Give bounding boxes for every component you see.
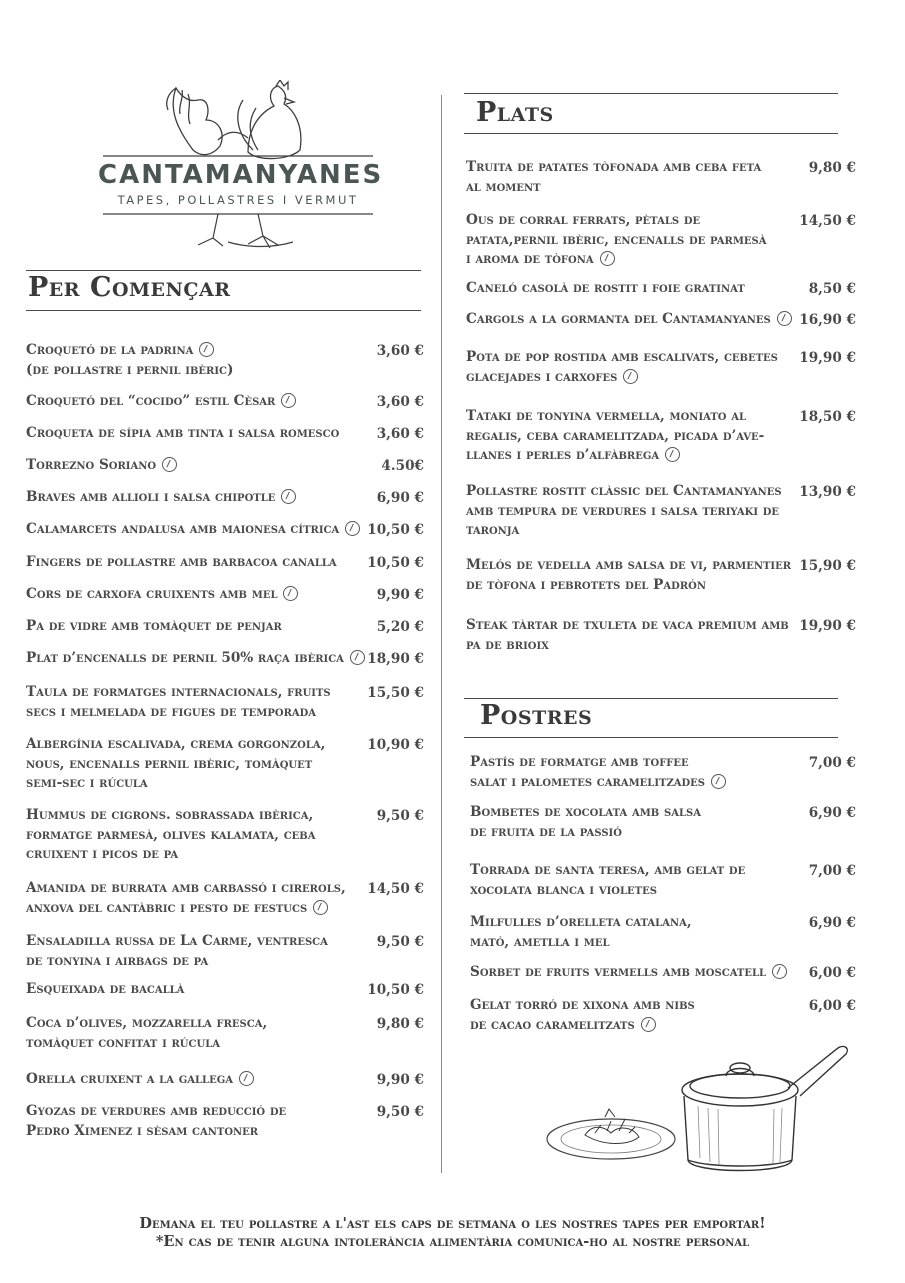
- menu-item: [26, 585, 371, 605]
- menu-item-name: [26, 826, 371, 846]
- menu-item-price: 10,50 €: [367, 982, 424, 998]
- gluten-free-icon: [283, 586, 298, 601]
- section-title-postres: Postres: [480, 700, 593, 731]
- menu-item-name: [470, 773, 790, 793]
- menu-item-name: [470, 933, 790, 953]
- menu-item-name: [470, 861, 790, 881]
- menu-item-text: amb tempura de verdures i salsa teriyaki de: [466, 502, 780, 519]
- menu-item: [26, 879, 371, 918]
- menu-item-name: [26, 845, 371, 865]
- gluten-free-icon: [600, 251, 615, 266]
- menu-item-text: Steak tàrtar de txuleta de vaca premium amb: [466, 617, 789, 633]
- menu-item-name: [26, 952, 371, 972]
- section-rule-bottom: [464, 133, 838, 134]
- menu-item-text: Ous de corral ferrats, pètals de: [466, 212, 701, 228]
- menu-item-text: Gyozas de verdures amb reducció de: [26, 1103, 287, 1119]
- menu-item-text: Torrezno Soriano: [26, 457, 157, 473]
- menu-item: [470, 753, 790, 792]
- menu-item-text: (de pollastre i pernil ibèric): [26, 361, 234, 378]
- menu-item-name: [26, 424, 371, 444]
- section-rule-top: [464, 93, 838, 94]
- menu-item-price: 6,90 €: [376, 490, 424, 506]
- gluten-free-icon: [345, 521, 360, 536]
- menu-item-text: Gelat torró de xixona amb nibs: [470, 997, 695, 1013]
- menu-item-name: [26, 520, 371, 540]
- menu-item-text: Truita de patates tòfonada amb ceba feta: [466, 159, 762, 175]
- menu-item-name: [26, 1070, 371, 1090]
- menu-item-text: cruixent i picos de pa: [26, 846, 179, 862]
- menu-item-price: 16,90 €: [799, 312, 856, 328]
- menu-item-price: 6,90 €: [808, 915, 856, 931]
- menu-item-name: [26, 392, 371, 412]
- menu-item-name: [26, 456, 371, 476]
- menu-item-name: [470, 881, 790, 901]
- menu-item: [466, 482, 796, 541]
- gluten-free-icon: [199, 342, 214, 357]
- menu-item-price: 15,90 €: [799, 558, 856, 574]
- menu-item: [26, 456, 371, 476]
- menu-item-price: 13,90 €: [799, 484, 856, 500]
- menu-item: [26, 932, 371, 971]
- gluten-free-icon: [623, 369, 638, 384]
- menu-item: [26, 520, 371, 540]
- menu-item-name: [26, 980, 371, 1000]
- menu-item-name: [26, 361, 371, 381]
- column-divider: [441, 95, 442, 1173]
- menu-item-text: Pota de pop rostida amb escalivats, cebetes: [466, 349, 778, 365]
- section-rule-top: [464, 698, 838, 699]
- menu-item: [26, 683, 371, 722]
- menu-item-name: [470, 1016, 790, 1036]
- menu-item-text: Croqueta de sípia amb tinta i salsa romesco: [26, 425, 340, 441]
- menu-item-name: [466, 576, 796, 596]
- menu-item-text: secs i melmelada de figues de temporada: [26, 703, 317, 720]
- menu-item-name: [470, 823, 790, 843]
- gluten-free-icon: [281, 489, 296, 504]
- menu-item-name: [26, 932, 371, 952]
- menu-item-text: Cargols a la gormanta del Cantamanyanes: [466, 311, 771, 327]
- menu-item-name: [26, 806, 371, 826]
- menu-item-name: [26, 1122, 371, 1142]
- menu-item-price: 5,20 €: [376, 619, 424, 635]
- menu-item-text: Bombetes de xocolata amb salsa: [470, 804, 701, 820]
- menu-item-text: glacejades i carxofes: [466, 368, 618, 385]
- gluten-free-icon: [777, 311, 792, 326]
- menu-item-text: Plat d’encenalls de pernil 50% raça ibèrica: [26, 650, 344, 666]
- menu-item-text: regalis, ceba caramelitzada, picada d’ave-: [466, 427, 765, 444]
- menu-item-text: Taula de formatges internacionals, fruits: [26, 684, 331, 700]
- menu-item: [26, 424, 371, 444]
- brand-name: CANTAMANYANES: [98, 160, 384, 190]
- menu-item-price: 3,60 €: [376, 426, 424, 442]
- menu-item: [466, 556, 796, 595]
- menu-item-price: 10,90 €: [367, 737, 424, 753]
- menu-item: [26, 806, 371, 865]
- menu-item-name: [26, 774, 371, 794]
- menu-item-name: [26, 585, 371, 605]
- menu-item-name: [466, 178, 796, 198]
- gluten-free-icon: [665, 447, 680, 462]
- menu-item: [466, 158, 796, 197]
- menu-item: [26, 488, 371, 508]
- menu-item-text: tomàquet confitat i rúcula: [26, 1034, 220, 1051]
- section-rule-top: [26, 270, 421, 271]
- menu-item: [26, 617, 371, 637]
- menu-item-name: [466, 407, 796, 427]
- menu-item-text: de cacao caramelitzats: [470, 1016, 635, 1033]
- menu-item-price: 18,90 €: [367, 651, 424, 667]
- section-rule-bottom: [26, 310, 421, 311]
- menu-item-text: Caneló casolà de rostit i foie gratinat: [466, 280, 745, 296]
- menu-item-price: 9,90 €: [376, 587, 424, 603]
- menu-item-name: [466, 310, 796, 330]
- menu-item-text: Pa de vidre amb tomàquet de penjar: [26, 618, 282, 634]
- menu-item-name: [26, 1102, 371, 1122]
- footer-takeaway-note: Demana el teu pollastre a l'ast els caps de setmana o les nostres tapes per emportar!: [139, 1215, 766, 1232]
- menu-item-name: [466, 616, 796, 636]
- menu-item-name: [26, 879, 371, 899]
- menu-item-text: nous, encenalls pernil ibèric, tomàquet: [26, 755, 313, 772]
- section-title-per-comencar: Per Començar: [28, 272, 231, 303]
- menu-item-name: [466, 250, 796, 270]
- menu-item-text: de tonyina i airbags de pa: [26, 952, 209, 969]
- menu-item-price: 9,80 €: [808, 160, 856, 176]
- menu-item-name: [26, 341, 371, 361]
- menu-item-name: [466, 158, 796, 178]
- menu-item-text: de tòfona i pebrotets del Padrón: [466, 576, 706, 593]
- menu-item-text: Pedro Ximenez i sèsam cantoner: [26, 1122, 259, 1139]
- menu-item-price: 9,80 €: [376, 1016, 424, 1032]
- menu-item-text: Sorbet de fruits vermells amb moscatell: [470, 964, 767, 980]
- menu-item-text: Esqueixada de bacallà: [26, 981, 185, 997]
- menu-item-text: Melós de vedella amb salsa de vi, parmentier: [466, 557, 792, 573]
- menu-item-price: 9,50 €: [376, 1104, 424, 1120]
- menu-item: [26, 553, 371, 573]
- gluten-free-icon: [772, 964, 787, 979]
- menu-item-name: [26, 1014, 371, 1034]
- menu-item-name: [466, 502, 796, 522]
- menu-item-price: 14,50 €: [367, 881, 424, 897]
- menu-item-text: Orella cruixent a la gallega: [26, 1071, 233, 1087]
- menu-item-text: Croquetó del “cocido” estil Cèsar: [26, 393, 276, 409]
- menu-item-name: [26, 617, 371, 637]
- menu-item-text: pa de brioix: [466, 636, 549, 653]
- menu-item: [466, 211, 796, 270]
- menu-item-price: 9,50 €: [376, 934, 424, 950]
- gluten-free-icon: [239, 1071, 254, 1086]
- gluten-free-icon: [162, 457, 177, 472]
- menu-item-name: [470, 913, 790, 933]
- menu-item-price: 7,00 €: [808, 863, 856, 879]
- menu-item-text: Calamarcets andalusa amb maionesa cítrica: [26, 521, 340, 537]
- menu-item-text: Hummus de cigrons. sobrassada ibèrica,: [26, 807, 314, 823]
- menu-item-name: [26, 899, 371, 919]
- section-title-plats: Plats: [476, 97, 554, 128]
- menu-item-name: [26, 683, 371, 703]
- menu-item-name: [466, 279, 796, 299]
- menu-item-text: Braves amb allioli i salsa chipotle: [26, 489, 276, 505]
- menu-item-price: 19,90 €: [799, 618, 856, 634]
- menu-item: [470, 913, 790, 952]
- menu-item-name: [26, 553, 371, 573]
- menu-item-name: [466, 521, 796, 541]
- menu-item: [470, 996, 790, 1035]
- menu-item-name: [470, 803, 790, 823]
- menu-item-name: [466, 348, 796, 368]
- menu-item-name: [466, 211, 796, 231]
- menu-item-price: 14,50 €: [799, 213, 856, 229]
- menu-item-price: 6,90 €: [808, 805, 856, 821]
- menu-item: [26, 1014, 371, 1053]
- menu-item-price: 8,50 €: [808, 281, 856, 297]
- menu-item-text: Coca d’olives, mozzarella fresca,: [26, 1015, 268, 1031]
- section-rule-bottom: [464, 737, 838, 738]
- menu-item-text: Torrada de santa teresa, amb gelat de: [470, 862, 746, 878]
- menu-item: [26, 1070, 371, 1090]
- menu-item-text: llanes i perles d’alfàbrega: [466, 447, 660, 463]
- menu-item: [26, 980, 371, 1000]
- menu-item-text: taronja: [466, 522, 520, 538]
- menu-item-name: [470, 996, 790, 1016]
- menu-item: [466, 279, 796, 299]
- cooking-pot-illustration: [678, 1040, 853, 1180]
- menu-item-price: 6,00 €: [808, 965, 856, 981]
- menu-item: [466, 310, 796, 330]
- menu-item-text: de fruita de la passió: [470, 823, 622, 840]
- menu-item: [466, 407, 796, 466]
- salad-plate-illustration: [545, 1105, 677, 1163]
- menu-item-text: Croquetó de la padrina: [26, 342, 194, 358]
- menu-item-price: 9,50 €: [376, 808, 424, 824]
- menu-item: [26, 1102, 371, 1141]
- menu-item-text: Ensaladilla russa de La Carme, ventresca: [26, 933, 328, 949]
- menu-item: [466, 616, 796, 655]
- menu-item-text: formatge parmesà, olives kalamata, ceba: [26, 826, 316, 843]
- menu-item-name: [26, 649, 371, 669]
- menu-item-text: anxova del cantàbric i pesto de festucs: [26, 899, 308, 916]
- menu-item-name: [26, 703, 371, 723]
- menu-item: [26, 392, 371, 412]
- menu-item-name: [466, 446, 796, 466]
- menu-item-price: 10,50 €: [367, 522, 424, 538]
- menu-item-text: al moment: [466, 178, 541, 195]
- menu-item-text: mató, ametlla i mel: [470, 933, 610, 950]
- menu-item-text: xocolata blanca i violetes: [470, 881, 657, 898]
- menu-item-text: i aroma de tòfona: [466, 251, 594, 267]
- menu-item: [26, 649, 371, 669]
- menu-item-text: Fingers de pollastre amb barbacoa canalla: [26, 554, 337, 570]
- gluten-free-icon: [350, 650, 365, 665]
- menu-item-name: [466, 556, 796, 576]
- menu-item-text: salat i palometes caramelitzades: [470, 773, 706, 790]
- footer-allergy-note: *En cas de tenir alguna intolerància alimentària comunica-ho al nostre personal: [155, 1233, 750, 1250]
- menu-item-text: Cors de carxofa cruixents amb mel: [26, 586, 278, 602]
- menu-item: [470, 861, 790, 900]
- gluten-free-icon: [281, 393, 296, 408]
- menu-item-price: 9,90 €: [376, 1072, 424, 1088]
- menu-item-text: Amanida de burrata amb carbassó i cirerols,: [26, 880, 346, 896]
- menu-item: [466, 348, 796, 387]
- gluten-free-icon: [641, 1017, 656, 1032]
- menu-item-text: Albergínia escalivada, crema gorgonzola,: [26, 736, 326, 752]
- menu-item-price: 3,60 €: [376, 394, 424, 410]
- menu-item-name: [26, 735, 371, 755]
- gluten-free-icon: [313, 900, 328, 915]
- menu-item-price: 3,60 €: [376, 343, 424, 359]
- menu-item-name: [470, 753, 790, 773]
- menu-item-name: [26, 755, 371, 775]
- menu-item-price: 10,50 €: [367, 555, 424, 571]
- menu-item: [26, 341, 371, 380]
- menu-item-price: 4.50€: [381, 458, 424, 474]
- menu-item-name: [26, 1034, 371, 1054]
- menu-item: [470, 803, 790, 842]
- menu-item-name: [470, 963, 790, 983]
- menu-item-name: [466, 368, 796, 388]
- menu-item-price: 19,90 €: [799, 350, 856, 366]
- menu-item-text: semi-sec i rúcula: [26, 775, 148, 791]
- menu-item-name: [26, 488, 371, 508]
- menu-item-text: patata,pernil ibèric, encenalls de parmesà: [466, 231, 767, 248]
- menu-item-text: Pollastre rostit clàssic del Cantamanyanes: [466, 483, 782, 499]
- menu-item: [470, 963, 790, 983]
- menu-item-name: [466, 427, 796, 447]
- menu-item-text: Milfulles d’orelleta catalana,: [470, 914, 692, 930]
- menu-item-price: 7,00 €: [808, 755, 856, 771]
- menu-item-name: [466, 482, 796, 502]
- gluten-free-icon: [711, 774, 726, 789]
- menu-item: [26, 735, 371, 794]
- menu-item-text: Pastís de formatge amb toffee: [470, 754, 689, 770]
- menu-item-name: [466, 231, 796, 251]
- menu-item-price: 15,50 €: [367, 685, 424, 701]
- menu-item-name: [466, 636, 796, 656]
- menu-item-price: 18,50 €: [799, 409, 856, 425]
- menu-item-text: Tataki de tonyina vermella, moniato al: [466, 408, 747, 424]
- brand-tagline: TAPES, POLLASTRES I VERMUT: [117, 193, 359, 207]
- menu-item-price: 6,00 €: [808, 998, 856, 1014]
